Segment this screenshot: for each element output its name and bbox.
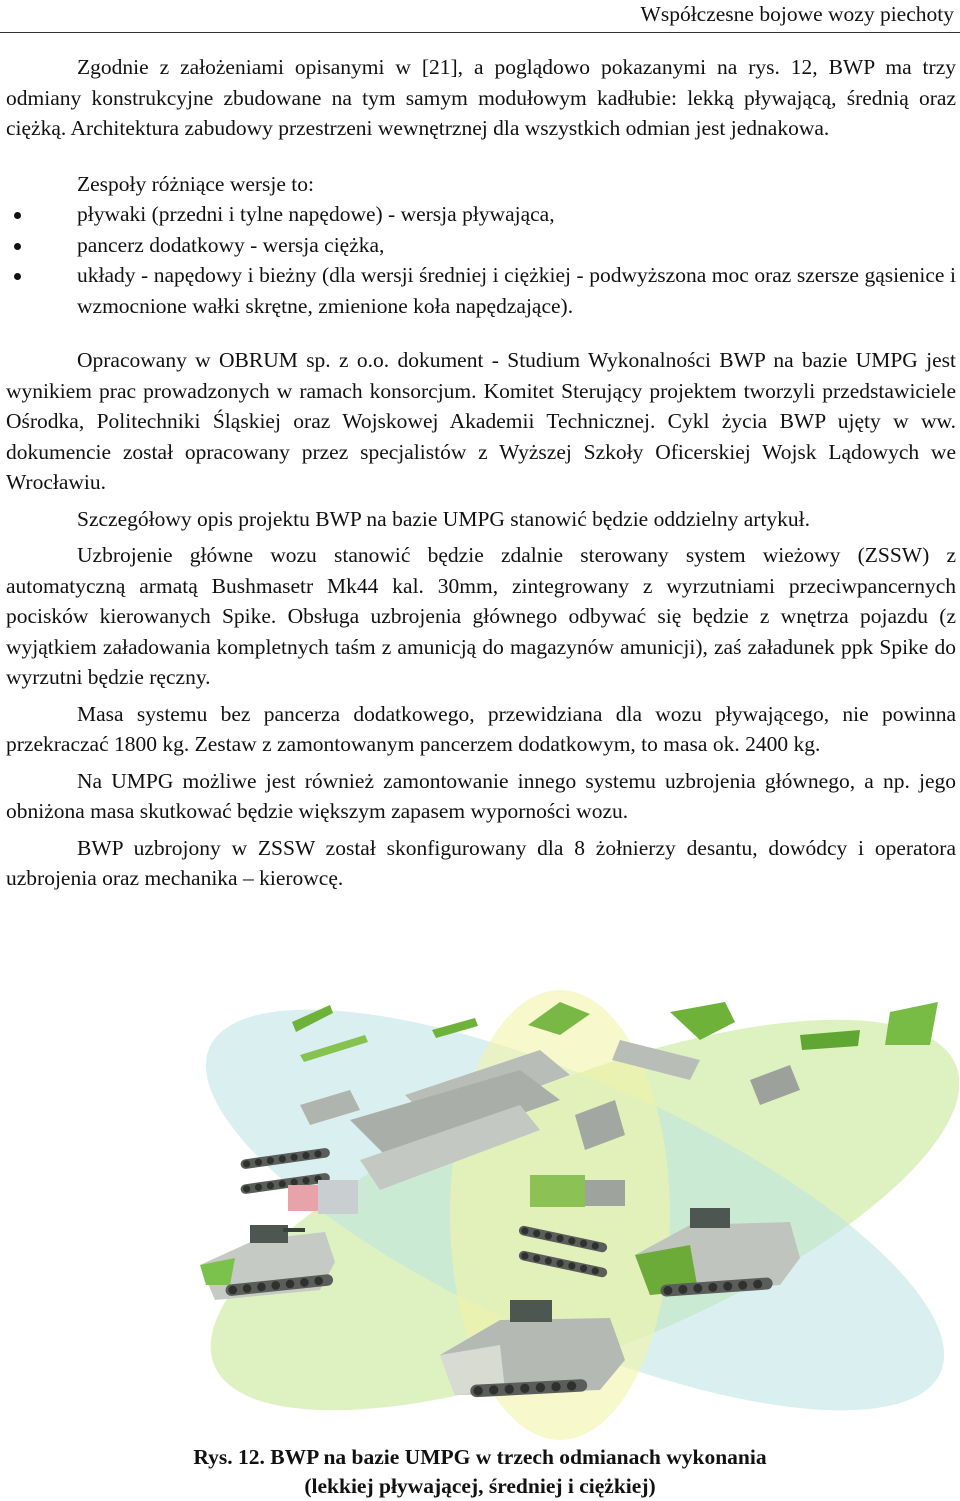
document-body (6, 52, 956, 894)
engine-module (318, 1180, 358, 1214)
paragraph-details: Szczegółowy opis projektu BWP na bazie UMPG stanowić będzie oddzielny artykuł. (77, 506, 811, 531)
bullet-icon (14, 212, 21, 219)
paragraph-intro: Zgodnie z założeniami opisanymi w [21], a poglądowo pokazanymi na rys. 12, BWP ma trzy odmiany konstrukcyjne zbudowane na tym samym modułowym kadłubie: lekką pływającą, średnią oraz ciężką. Architektura zabudowy przestrzeni wewnętrznej dla wszystkich odmian jest jednakowa. (6, 55, 956, 140)
engine-module (585, 1180, 625, 1206)
list-item (6, 260, 956, 321)
caption-line-1: Rys. 12. BWP na bazie UMPG w trzech odmianach wykonania (193, 1445, 767, 1469)
list-item (6, 199, 956, 230)
caption-line-2: (lekkiej pływającej, średniej i ciężkiej) (304, 1474, 656, 1498)
armor-part (885, 1002, 938, 1045)
bullet-icon (14, 273, 21, 280)
bullet-icon (14, 243, 21, 250)
paragraph-study: Opracowany w OBRUM sp. z o.o. dokument - Studium Wykonalności BWP na bazie UMPG jest wynikiem prac prowadzonych w ramach konsorcjum. Komitet Sterujący projektem tworzyli przedstawiciele Ośrodka, Politechniki Śląskiej oraz Wojskowej Akademii Technicznej. Cykl życia BWP ujęty w ww. dokumencie został opracowany przez specjalistów z Wyższej Szkoły Oficerskiej Wojsk Lądowych we Wrocławiu. (6, 348, 956, 494)
paragraph-armament: Uzbrojenie główne wozu stanowić będzie zdalnie sterowany system wieżowy (ZSSW) z automatyczną armatą Bushmasetr Mk44 kal. 30mm, zintegrowany z wyrzutniami przeciwpancernych pocisków kierowanych Spike. Obsługa uzbrojenia głównego odbywać się będzie z wnętrza pojazdu (z wyjątkiem załadowania kompletnych taśm z amunicją do magazynów amunicji), zaś załadunek ppk Spike do wyrzutni będzie ręczny. (6, 543, 956, 689)
figure-caption (0, 1443, 960, 1501)
list-item-text: pływaki (przedni i tylne napędowe) - wersja pływająca, (77, 202, 555, 226)
list-item-text: układy - napędowy i bieżny (dla wersji średniej i ciężkiej - podwyższona moc oraz szersze gąsienice i wzmocnione wałki skrętne, zmienione koła napędzające). (77, 263, 956, 318)
list-item (6, 230, 956, 261)
paragraph-crew: BWP uzbrojony w ZSSW został skonfigurowany dla 8 żołnierzy desantu, dowódcy i operatora uzbrojenia oraz mechanika – kierowcę. (6, 835, 956, 890)
engine-module (288, 1185, 318, 1211)
running-header (0, 0, 960, 33)
header-title: Współczesne bojowe wozy piechoty (640, 2, 954, 26)
list-item-text: pancerz dodatkowy - wersja ciężka, (77, 232, 385, 257)
paragraph-alternative: Na UMPG możliwe jest również zamontowanie innego systemu uzbrojenia głównego, a np. jego obniżona masa skutkować będzie większym zapasem wyporności wozu. (6, 768, 956, 823)
differences-list-block (6, 169, 956, 322)
vehicle-light-amphibious (200, 1225, 335, 1300)
differences-list (6, 199, 956, 321)
list-intro: Zespoły różniące wersje to: (77, 171, 315, 196)
paragraph-mass: Masa systemu bez pancerza dodatkowego, przewidziana dla wozu pływającego, nie powinna przekraczać 1800 kg. Zestaw z zamontowanym pancerzem dodatkowym, to masa ok. 2400 kg. (6, 701, 956, 756)
engine-module (530, 1175, 585, 1207)
figure-bwp-variants (190, 985, 960, 1440)
